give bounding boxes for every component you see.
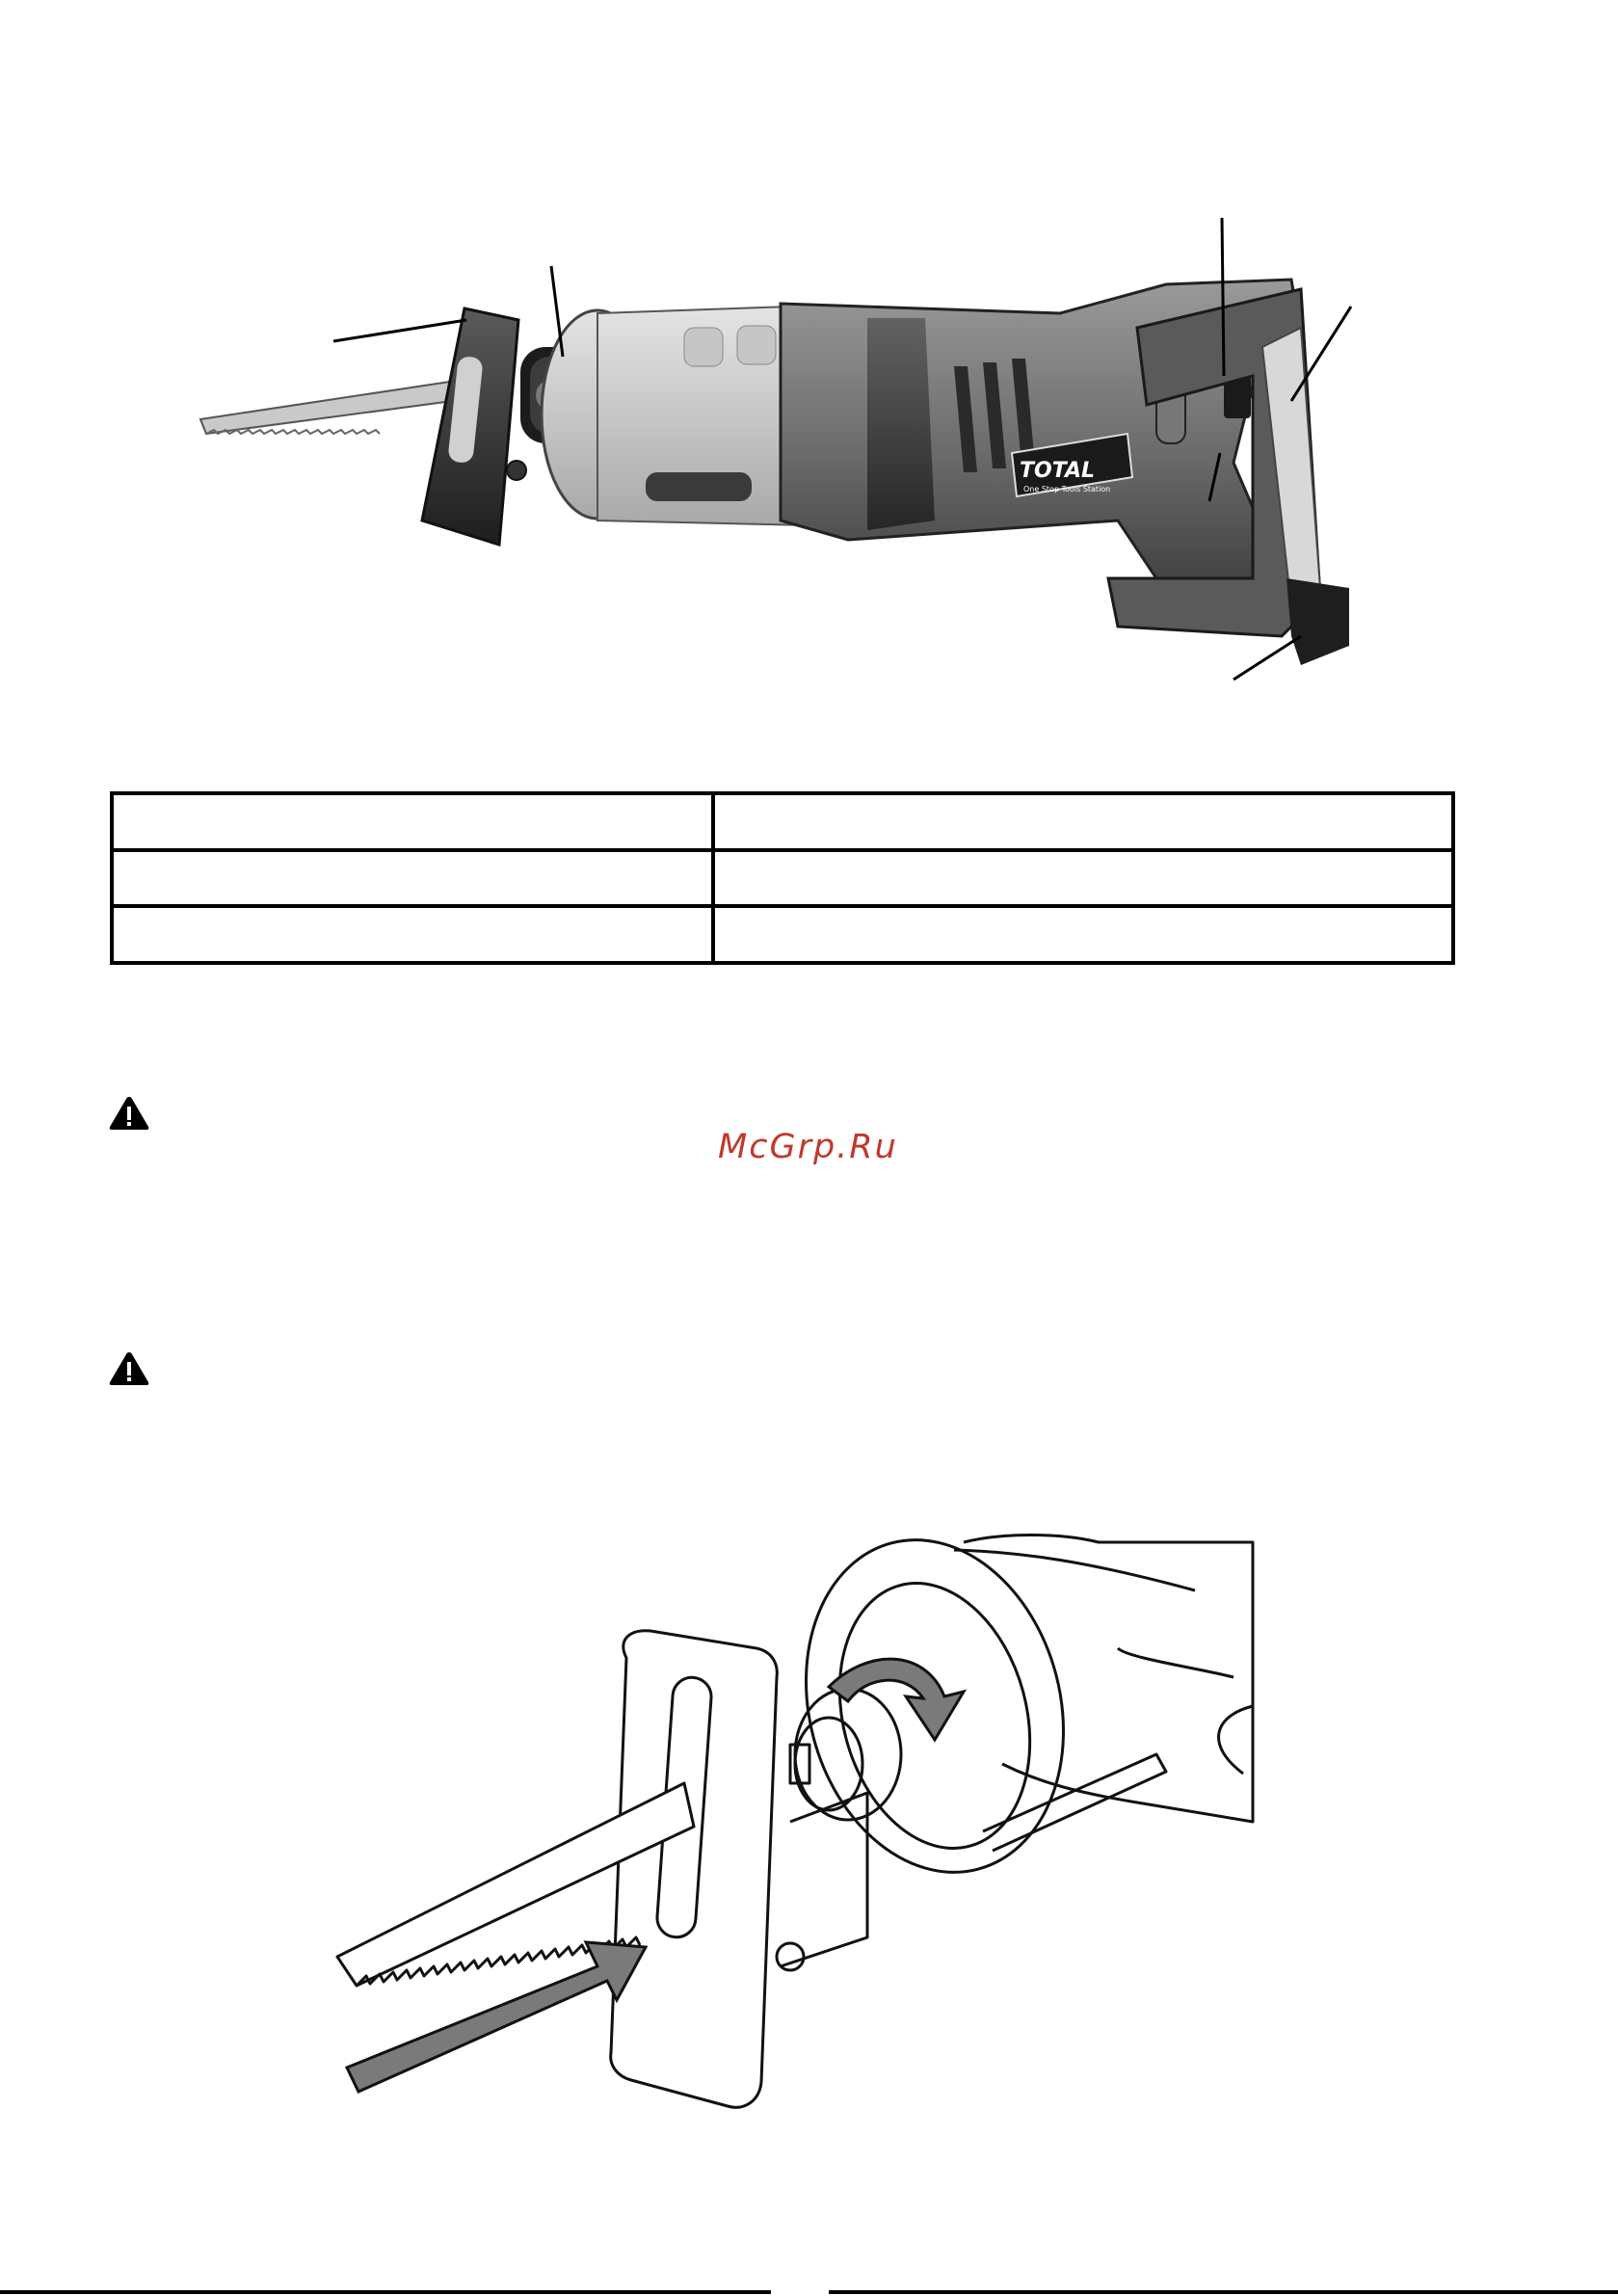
reciprocating-saw-photo <box>193 212 1388 713</box>
footer-mark <box>771 2284 829 2294</box>
table-row <box>112 906 1453 963</box>
body-outline <box>964 1535 1253 1823</box>
table-row <box>112 793 1453 850</box>
leader-line-switch <box>1222 218 1224 376</box>
leader-line-cord <box>1233 636 1301 680</box>
brand-badge-tagline: One Stop Tools Station <box>1023 485 1111 494</box>
pivot-shoe <box>422 308 526 545</box>
table-cell <box>112 850 713 907</box>
watermark: McGrp.Ru <box>718 1128 898 1166</box>
table-row <box>112 850 1453 907</box>
blade-install-drawing <box>328 1533 1272 2121</box>
table-cell <box>112 793 713 850</box>
brand-badge-text: TOTAL <box>1020 459 1096 483</box>
table-cell <box>713 850 1453 907</box>
spec-table <box>110 791 1455 965</box>
warning-triangle-icon <box>108 1094 150 1133</box>
shoe-plate-drawing <box>611 1631 778 2108</box>
table-cell <box>713 793 1453 850</box>
table-cell <box>713 906 1453 963</box>
leader-line-shoe <box>333 320 466 341</box>
warning-triangle-icon <box>108 1349 150 1388</box>
front-nose <box>542 307 809 525</box>
table-cell <box>112 906 713 963</box>
